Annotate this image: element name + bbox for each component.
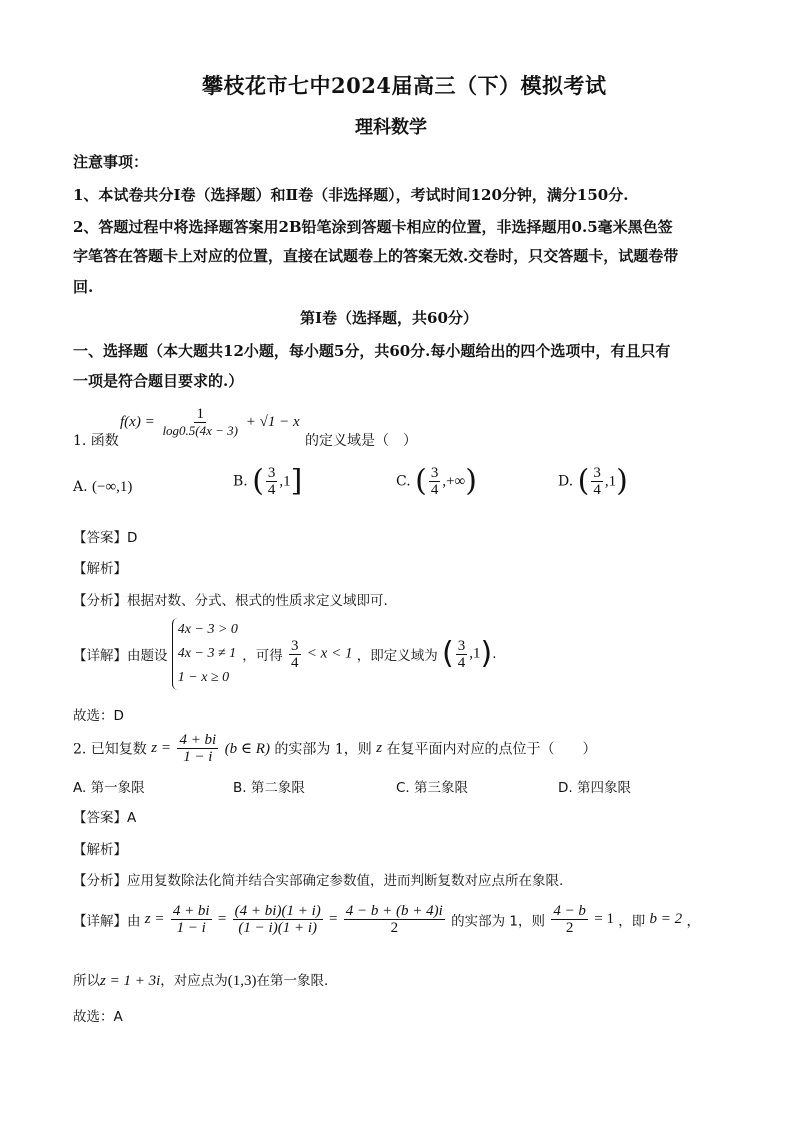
page-subtitle: 理科数学 [355,117,427,138]
q1-function: f(x) = $\frac{1}{\log 0.5(4x - 3)}$ + √1 − x [120,406,300,438]
q1-option-a[interactable]: A. (−∞,1) [73,479,133,495]
q2-option-b[interactable]: B. 第二象限 [233,780,305,796]
q1-suffix: 的定义域是（ ） [305,433,417,449]
notice-item-2-line-3: 回. [73,278,94,296]
q2-analysis-tag: 【解析】 [73,842,127,858]
q1-answer: 【答案】D [73,530,138,546]
notice-item-2-line-1: 2、答题过程中将选择题答案用2B铅笔涂到答题卡相应的位置，非选择题用0.5毫米黑色签 [73,218,673,236]
q2-option-d[interactable]: D. 第四象限 [558,780,631,796]
q2-final: 故选：A [73,1009,123,1025]
q1-prefix: 1. 函数 [73,433,119,449]
q2-option-a[interactable]: A. 第一象限 [73,780,145,796]
q1-option-c[interactable]: C. ( $\frac{3}{4}$ ,+∞) [396,463,477,499]
q1-fenxi: 【分析】根据对数、分式、根式的性质求定义域即可. [73,593,388,609]
section-instructions-line-1: 一、选择题（本大题共12小题，每小题5分，共60分.每小题给出的四个选项中，有且只有 [73,342,671,360]
q2-answer: 【答案】A [73,810,137,826]
q2-xiangjie: 【详解】由 z = $\frac{4 + bi}{1 - i}$ = $\frac{(4 + bi)(1 + i)}{(1 - i)(1 + i)}$ = $\frac{4 - b + (b + 4)i}{2}$ 的实部为 1，则 $\frac{4 - b}{2}$ = 1 ，即 b = 2 ， [73,903,700,936]
part-heading: 第Ⅰ卷（选择题，共60分） [300,309,478,327]
notice-item-2-line-2: 字笔答在答题卡上对应的位置，直接在试题卷上的答案无效.交卷时，只交答题卡，试题卷带 [73,247,679,265]
q1-xiangjie: 【详解】由题设 4x − 3 > 0 4x − 3 ≠ 1 1 − x ≥ 0 ，可得 $\frac{3}{4}$ < x < 1 ，即定义域为 ( $\frac{3}{4}$ ,1). [73,618,497,690]
q1-final: 故选：D [73,708,124,724]
notice-item-1: 1、本试卷共分Ⅰ卷（选择题）和Ⅱ卷（非选择题），考试时间120分钟，满分150分. [73,186,629,204]
q2-option-c[interactable]: C. 第三象限 [396,780,469,796]
q1-option-b[interactable]: B. ( $\frac{3}{4}$ ,1] [233,463,303,499]
q1-option-d[interactable]: D. ( $\frac{3}{4}$ ,1) [558,463,628,499]
section-instructions-line-2: 一项是符合题目要求的.） [73,372,244,390]
q1-analysis-tag: 【解析】 [73,561,127,577]
page-title: 攀枝花市七中2024届高三（下）模拟考试 [202,73,607,98]
notice-heading: 注意事项： [73,153,149,171]
q2-stem: 2. 已知复数 z = $\frac{4 + bi}{1 - i}$ (b ∈ R) 的实部为 1，则 z 在复平面内对应的点位于（ ） [73,732,597,765]
q2-conclusion: 所以z = 1 + 3i，对应点为(1,3)在第一象限. [73,973,329,989]
q2-fenxi: 【分析】应用复数除法化简并结合实部确定参数值，进而判断复数对应点所在象限. [73,873,564,889]
q1-inequality-system: 4x − 3 > 0 4x − 3 ≠ 1 1 − x ≥ 0 [172,618,238,690]
